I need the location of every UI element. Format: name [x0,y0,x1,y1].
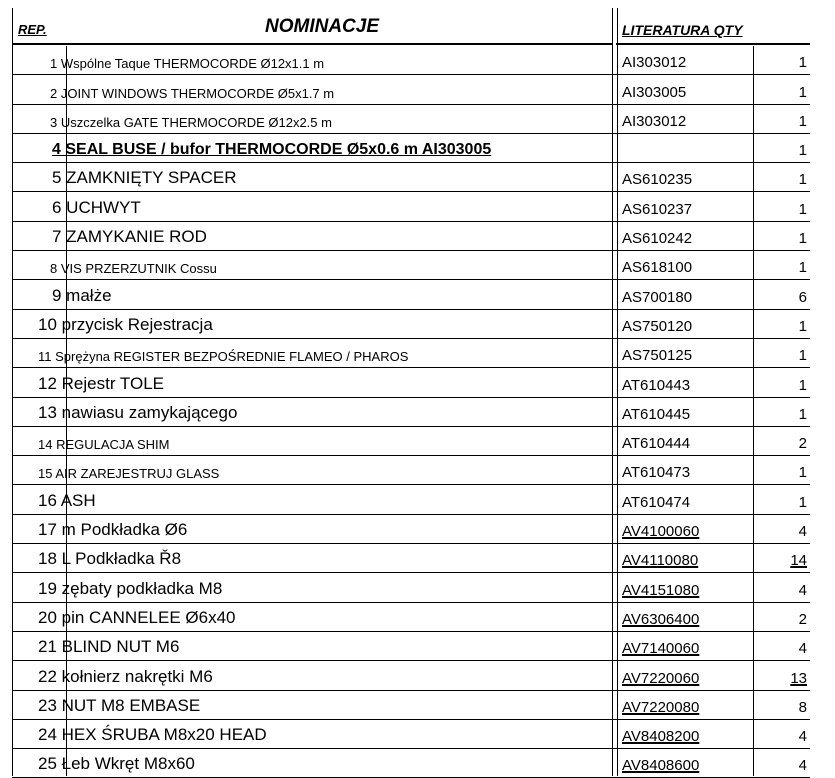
table-row [0,486,835,515]
part-quantity: 6 [798,288,807,306]
part-quantity: 1 [798,112,807,130]
part-name: 3 Uszczelka GATE THERMOCORDE Ø12x2.5 m [50,114,332,130]
part-name: 16 ASH [38,490,96,510]
part-reference: AS750120 [622,317,693,335]
part-name: 21 BLIND NUT M6 [38,637,180,657]
part-quantity: 1 [798,493,807,511]
part-name: 20 pin CANNELEE Ø6x40 [38,607,236,627]
part-name: 10 przycisk Rejestracja [38,314,213,334]
part-quantity: 2 [798,435,807,453]
part-reference: AV4110080 [622,552,699,570]
part-reference: AV7220080 [622,698,700,716]
part-name: 8 VIS PRZERZUTNIK Cossu [50,261,217,277]
table-row [0,105,835,134]
table-row [0,632,835,661]
part-name: 22 kołnierz nakrętki M6 [38,666,213,686]
part-reference: AT610445 [622,405,691,423]
part-quantity: 1 [798,317,807,335]
part-reference: AV6306400 [622,610,700,628]
part-name: 14 REGULACJA SHIM [38,437,170,453]
part-reference: AT610443 [622,376,691,394]
part-quantity: 1 [798,464,807,482]
table-row [0,75,835,104]
part-quantity: 1 [798,171,807,189]
part-name: 18 L Podkładka Ř8 [38,549,182,569]
part-reference: AV7220060 [622,669,700,687]
part-reference: AT610444 [622,435,691,453]
part-reference: AV4100060 [622,523,700,541]
part-reference: AV7140060 [622,640,700,658]
part-quantity: 4 [798,581,807,599]
part-reference: AI303012 [622,112,687,130]
part-quantity: 2 [798,610,807,628]
part-quantity: 14 [790,552,807,570]
table-row [0,46,835,75]
part-name: 15 AIR ZAREJESTRUJ GLASS [38,466,220,482]
part-name: 13 nawiasu zamykającego [38,402,238,422]
header-divider [12,43,612,45]
table-row [0,310,835,339]
part-reference: AT610474 [622,493,691,511]
part-name: 17 m Podkładka Ø6 [38,520,188,540]
table-row [0,661,835,690]
part-reference: AS610237 [622,200,693,218]
part-reference: AS750125 [622,347,693,365]
part-reference: AV8408600 [622,757,700,775]
part-quantity: 4 [798,523,807,541]
part-quantity: 8 [798,698,807,716]
part-name: 11 Sprężyna REGISTER BEZPOŚREDNIE FLAMEO / PHAROS [38,349,409,365]
part-name: 7 ZAMYKANIE ROD [52,227,207,247]
literatura-qty-column-header: LITERATURA QTY [622,22,743,38]
table-row [0,515,835,544]
part-name: 5 ZAMKNIĘTY SPACER [52,168,237,188]
part-quantity: 1 [798,200,807,218]
table-row [0,749,835,778]
part-quantity: 4 [798,640,807,658]
part-name: 24 HEX ŚRUBA M8x20 HEAD [38,725,267,745]
table-row [0,720,835,749]
part-reference: AS610242 [622,230,693,248]
part-reference: AS700180 [622,288,693,306]
part-reference: AT610473 [622,464,691,482]
part-quantity: 1 [798,142,807,160]
table-row [0,427,835,456]
table-row [0,456,835,485]
part-name: 9 małże [52,285,112,305]
part-quantity: 1 [798,347,807,365]
part-reference: AI303005 [622,83,687,101]
part-reference: AS610235 [622,171,693,189]
table-row [0,222,835,251]
part-quantity: 1 [798,405,807,423]
nominacje-column-header: NOMINACJE [265,16,380,37]
part-reference: AI303012 [622,54,687,72]
table-row [0,163,835,192]
table-row [0,280,835,309]
part-quantity: 1 [798,83,807,101]
part-quantity: 1 [798,54,807,72]
table-row [0,398,835,427]
table-row [0,368,835,397]
part-name: 23 NUT M8 EMBASE [38,695,201,715]
part-quantity: 4 [798,757,807,775]
part-reference: AS618100 [622,259,693,277]
part-name: 4 SEAL BUSE / bufor THERMOCORDE Ø5x0.6 m AI303005 [52,141,492,159]
table-row [0,544,835,573]
table-row [0,251,835,280]
part-name: 2 JOINT WINDOWS THERMOCORDE Ø5x1.7 m [50,85,335,101]
rep-column-header: REP. [18,22,47,37]
part-quantity: 1 [798,376,807,394]
table-row [0,193,835,222]
table-row [0,339,835,368]
table-row [0,603,835,632]
part-quantity: 13 [790,669,807,687]
part-name: 19 zębaty podkładka M8 [38,578,223,598]
header-divider-right [616,43,810,45]
table-row [0,134,835,163]
part-name: 1 Wspólne Taque THERMOCORDE Ø12x1.1 m [50,56,325,72]
part-name: 6 UCHWYT [52,197,141,217]
table-row [0,691,835,720]
part-name: 25 Łeb Wkręt M8x60 [38,754,195,774]
table-row [0,573,835,602]
part-reference: AV4151080 [622,581,700,599]
part-name: 12 Rejestr TOLE [38,373,164,393]
part-quantity: 1 [798,259,807,277]
part-quantity: 4 [798,728,807,746]
part-quantity: 1 [798,230,807,248]
part-reference: AV8408200 [622,728,700,746]
